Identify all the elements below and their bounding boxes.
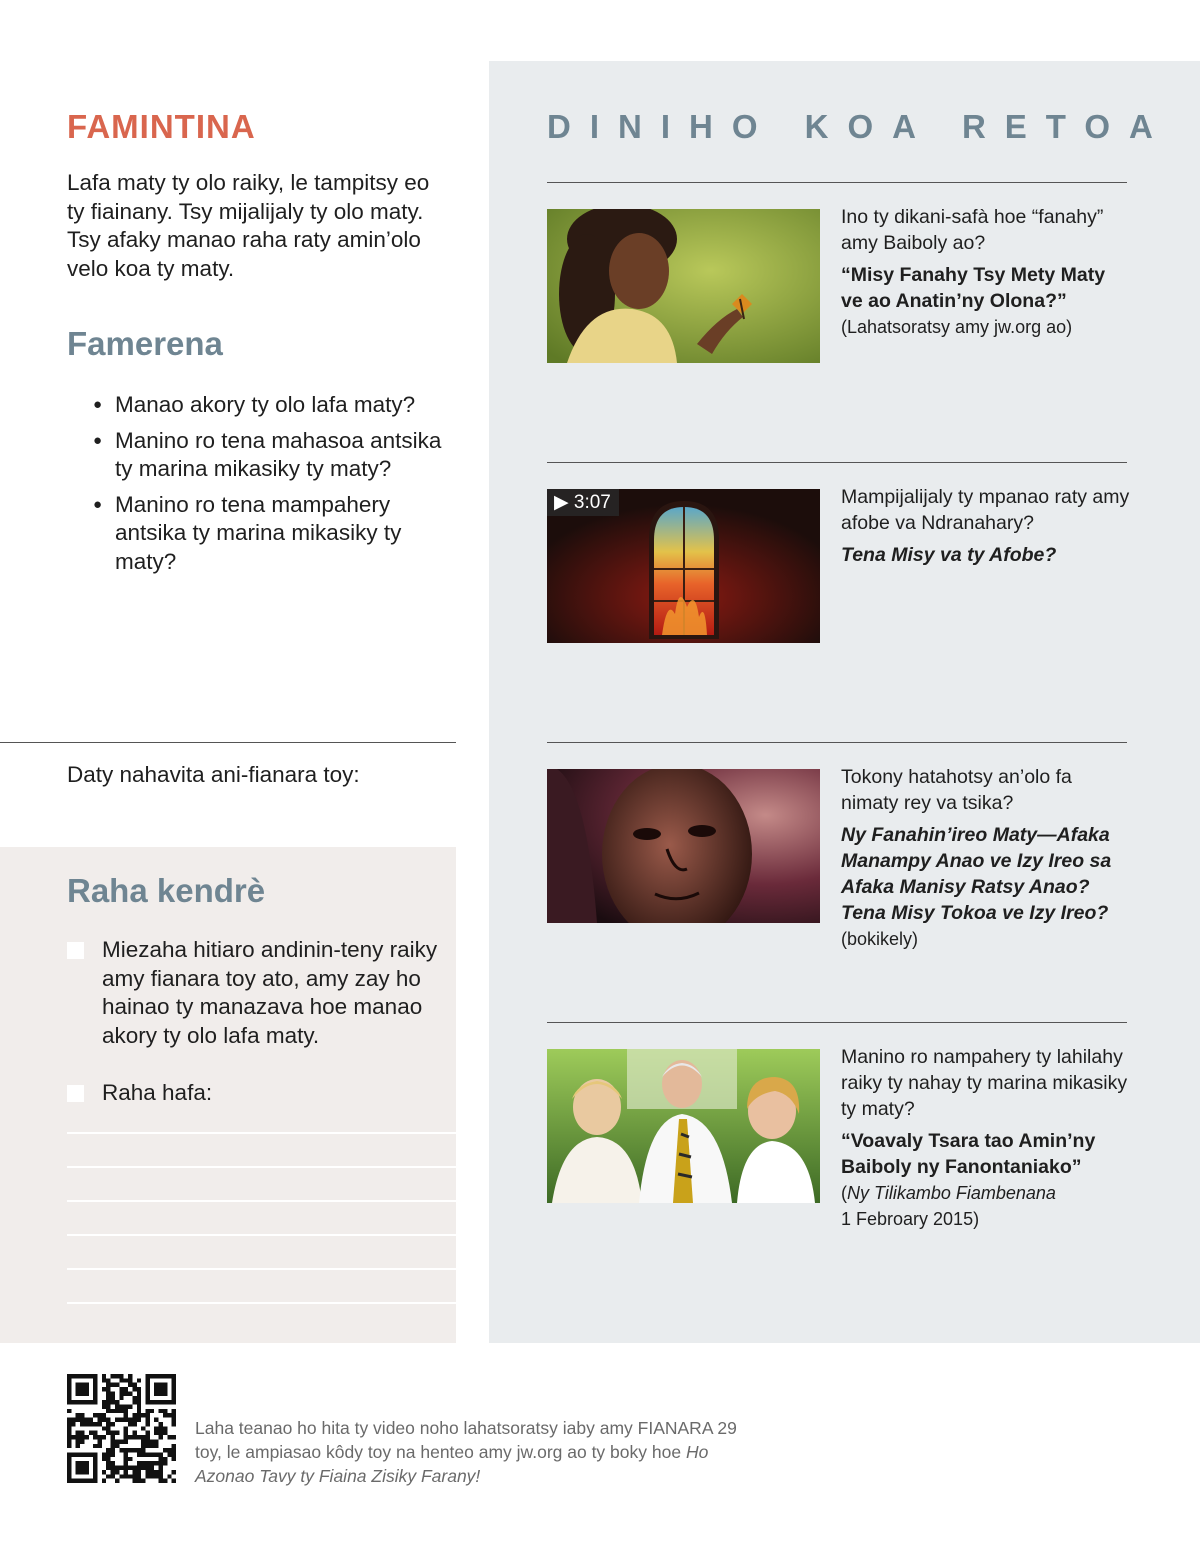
explore-more-panel bbox=[489, 61, 1200, 1343]
entry-source-date: 1 Febroary 2015) bbox=[841, 1209, 980, 1229]
writing-line[interactable] bbox=[67, 1132, 456, 1134]
entry-source-publication: Ny Tilikambo Fiambenana bbox=[847, 1183, 1056, 1203]
writing-line[interactable] bbox=[67, 1268, 456, 1270]
entry-question: Manino ro nampahery ty lahilahy raiky ty nahay ty marina mikasiky ty maty? bbox=[841, 1046, 1128, 1120]
entry-question: Mampijalijaly ty mpanao raty amy afobe va Ndranahary? bbox=[841, 486, 1130, 534]
stained-glass-hellfire-video[interactable] bbox=[547, 489, 820, 643]
photo-image bbox=[547, 209, 820, 363]
goals-box bbox=[0, 847, 456, 1343]
goal-checkbox[interactable] bbox=[67, 942, 84, 959]
video-duration: 3:07 bbox=[573, 492, 611, 513]
qr-code-icon[interactable] bbox=[67, 1374, 176, 1483]
photo-image bbox=[547, 1049, 820, 1203]
video-duration-badge: ▶ 3:07 bbox=[547, 489, 619, 516]
explore-entry-text bbox=[841, 764, 1131, 952]
entry-title-link[interactable]: Ny Fanahin’ireo Maty—Afaka Manampy Anao ve Izy Ireo sa Afaka Manisy Ratsy Anao? Tena Misy Tokoa ve Izy Ireo? bbox=[841, 824, 1112, 924]
goal-item-text: Miezaha hitiaro andinin-teny raiky amy fianara toy ato, amy zay ho hainao ty manazava hoe manao akory ty olo lafa maty. bbox=[102, 937, 438, 1048]
photo-image bbox=[547, 769, 820, 923]
divider bbox=[547, 182, 1127, 183]
review-item: ● Manino ro tena mahasoa antsika ty marina mikasiky ty maty? bbox=[93, 427, 453, 484]
left-column bbox=[0, 0, 456, 1343]
entry-title-link[interactable]: “Voavaly Tsara tao Amin’ny Baiboly ny Fanontaniako” bbox=[841, 1130, 1096, 1178]
summary-heading: FAMINTINA bbox=[67, 108, 256, 145]
goal-checkbox[interactable] bbox=[67, 1085, 84, 1102]
goal-item-text: Raha hafa: bbox=[102, 1080, 213, 1105]
writing-line[interactable] bbox=[67, 1234, 456, 1236]
review-heading: Famerena bbox=[67, 325, 223, 362]
explore-entry-text bbox=[841, 204, 1131, 340]
divider bbox=[547, 1022, 1127, 1023]
entry-source: (Ny Tilikambo Fiambenana 1 Febroary 2015) bbox=[841, 1183, 1056, 1229]
divider bbox=[547, 742, 1127, 743]
completion-date-label: Daty nahavita ani-fianara toy: bbox=[67, 762, 360, 787]
entry-source: (Lahatsoratsy amy jw.org ao) bbox=[841, 317, 1073, 337]
goal-item bbox=[67, 1079, 447, 1108]
summary-text: Lafa maty ty olo raiky, le tampitsy eo ty fiainany. Tsy mijalijaly ty olo maty. Tsy afaky manao raha raty amin’olo velo koa ty maty. bbox=[67, 170, 430, 281]
divider bbox=[547, 462, 1127, 463]
review-list bbox=[93, 391, 453, 583]
three-people-in-park-photo[interactable] bbox=[547, 1049, 820, 1203]
explore-entry-text bbox=[841, 484, 1131, 568]
review-item: ● Manino ro tena mampahery antsika ty marina mikasiky ty maty? bbox=[93, 491, 453, 577]
review-item: ● Manao akory ty olo lafa maty? bbox=[93, 391, 453, 420]
writing-line[interactable] bbox=[67, 1200, 456, 1202]
goal-item bbox=[67, 936, 447, 1050]
explore-entry-text bbox=[841, 1044, 1131, 1232]
divider bbox=[0, 742, 456, 743]
african-face-photo[interactable] bbox=[547, 769, 820, 923]
footer-note-text: Laha teanao ho hita ty video noho lahatsoratsy iaby amy FIANARA 29 toy, le ampiasao kôdy toy na henteo amy jw.org ao ty boky hoe bbox=[195, 1418, 737, 1462]
entry-title-link[interactable]: “Misy Fanahy Tsy Mety Maty ve ao Anatin’ny Olona?” bbox=[841, 264, 1106, 312]
entry-source: (bokikely) bbox=[841, 929, 919, 949]
entry-title-link[interactable]: Tena Misy va ty Afobe? bbox=[841, 544, 1057, 566]
footer-note bbox=[195, 1416, 755, 1488]
footer-book-title: Ho Azonao Tavy ty Fiaina Zisiky Farany! bbox=[195, 1442, 709, 1486]
explore-heading: DINIHO KOA RETOA bbox=[547, 108, 1172, 145]
writing-line[interactable] bbox=[67, 1302, 456, 1304]
entry-question: Ino ty dikani-safà hoe “fanahy” amy Baiboly ao? bbox=[841, 206, 1104, 254]
entry-question: Tokony hatahotsy an’olo fa nimaty rey va tsika? bbox=[841, 766, 1072, 814]
girl-with-butterfly-photo[interactable] bbox=[547, 209, 820, 363]
goals-heading: Raha kendrè bbox=[67, 872, 266, 909]
writing-line[interactable] bbox=[67, 1166, 456, 1168]
